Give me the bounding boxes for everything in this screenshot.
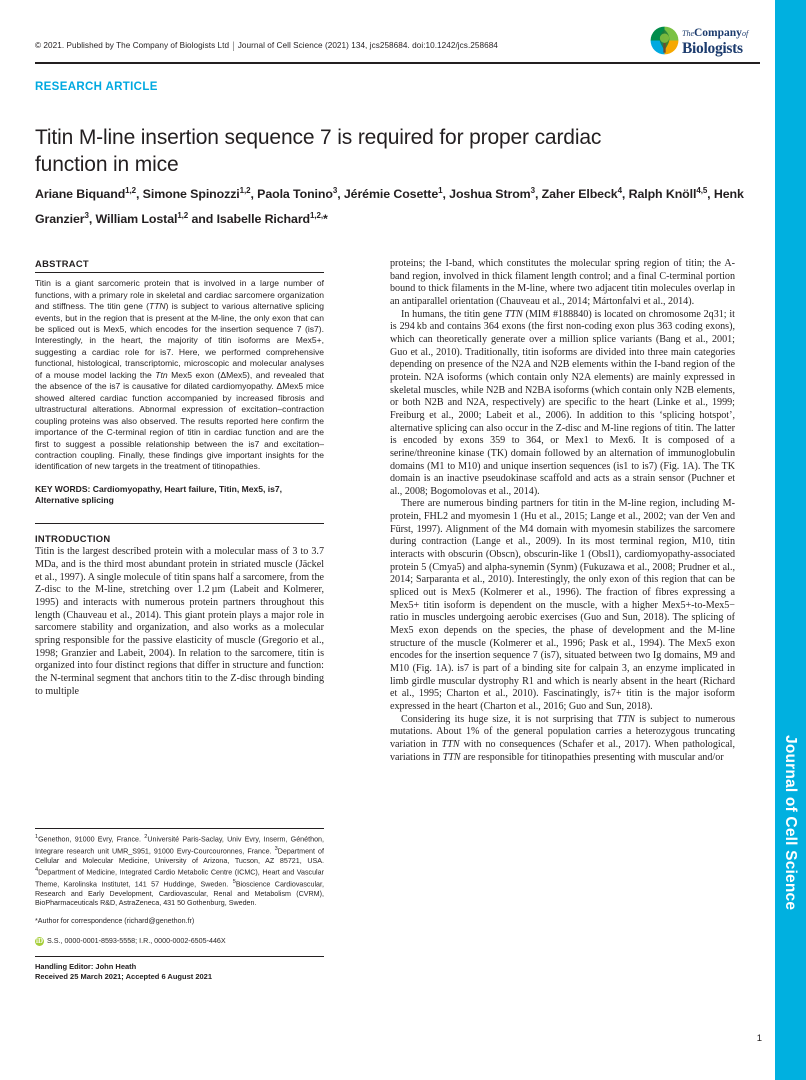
abstract-rule: [35, 272, 324, 273]
article-type-label: RESEARCH ARTICLE: [35, 81, 158, 93]
introduction-paragraph-1: Titin is the largest described protein with a molecular mass of 3 to 3.7 MDa, and is the third most abundant protein in striated muscle (Jäckel et al., 1997). A single molecule of titin spans half a sarcomere, from the Z-disc to the M-line, stretching over 1.2 µm (Labeit and Kolmerer, 1995) and interacts with numerous protein partners throughout this length (Chauveau et al., 2014). This giant protein plays a major role in sarcomere stability and organization, and also works as a molecular spring responsible for the passive elasticity of muscle (Gregorio et al., 1998; Granzier and Labeit, 2004). In relation to the sarcomere, titin is organized into four distinct regions that differ in structure and function: the N-terminal segment that anchors titin to the Z-disc through binding to multiple: [35, 546, 324, 697]
logo-the: The: [682, 29, 694, 38]
company-of-biologists-logo: [650, 24, 760, 58]
article-dates: Received 25 March 2021; Accepted 6 August 2021: [35, 972, 213, 982]
page-title: Titin M-line insertion sequence 7 is required for proper cardiac function in mice: [35, 126, 602, 177]
keywords-values: Cardiomyopathy, Heart failure, Titin, Mex5, is7, Alternative splicing: [35, 483, 282, 506]
footnotes-block: [35, 828, 324, 983]
orcid-line: [35, 936, 324, 947]
orcid-icon[interactable]: iD: [36, 936, 43, 945]
correspondence-line: *Author for correspondence (richard@genethon.fr): [35, 917, 195, 926]
masthead-separator: |: [232, 41, 235, 52]
affiliations: $^1$Genethon, 91000 Evry, France. $^2$Université Paris-Saclay, Univ Evry, Inserm, Généthon, Integrare research unit UMR_S951, 91000 Evry-Courcouronnes, France. $^3$Department of Cellular and Molecular Medicine, University of Arizona, Tucson, AZ 85721, USA. $^4$Department of Medicine, Integrated Cardio Metabolic Centre (ICMC), Heart and Vascular Theme, Karolinska Institutet, 141 57 Huddinge, Sweden. $^5$Bioscience Cardiovascular, Research and Early Development, Cardiovascular, Renal and Metabolism (CVRM), BioPharmaceuticals R&D, AstraZeneca, 431 50 Gothenburg, Sweden.: [35, 834, 325, 907]
logo-of: of: [741, 29, 749, 38]
abstract-text: Titin is a giant sarcomeric protein that is involved in a large number of functions, with a primary role in skeletal and cardiac sarcomere organization and stiffness. The titin gene (TTN) is subject to various alternative splicing events, but in the region that is present at the M-line, the only exon that can be spliced out is Mex5, which encodes for the insertion sequence 7 (is7). Interestingly, in the heart, the majority of titin isoforms are Mex5+, suggesting a cardiac role for is7. Here, we performed comprehensive functional, histological, transcriptomic, microscopic and molecular analyses of a mouse model lacking the Ttn Mex5 exon (ΔMex5), and revealed that the absence of the is7 is causative for dilated cardiomyopathy. ΔMex5 mice showed altered cardiac function accompanied by increased fibrosis and ultrastructural alterations. Abnormal expression of excitation–contraction coupling proteins was also observed. The results reported here confirm the importance of the C-terminal region of titin in cardiac function and are the first to suggest a possible relationship between the is7 and excitation–contraction coupling. Finally, these findings give important insights for the identification of new targets in the treatment of titinopathies.: [35, 278, 324, 472]
introduction-paragraph-4: Considering its huge size, it is not surprising that TTN is subject to numerous mutations. About 1% of the general population carries a heterozygous truncating variation in TTN with no consequences (Schafer et al., 2017). When pathological, variations in TTN are responsible for titinopathies presenting with muscular and/or: [390, 713, 736, 763]
right-column: [390, 258, 735, 764]
abstract-heading: ABSTRACT: [35, 258, 89, 269]
logo-company: Company: [694, 27, 742, 39]
citation-text: Journal of Cell Science (2021) 134, jcs258684. doi:10.1242/jcs.258684: [237, 41, 498, 50]
biologists-wordmark: [682, 24, 748, 57]
left-column: [35, 258, 324, 698]
masthead-text: [35, 40, 498, 51]
handling-editor: Handling Editor: John Heath: [35, 961, 137, 971]
orcid-ids: S.S., 0000-0001-8593-5558; I.R., 0000-0002-6505-446X: [47, 936, 226, 945]
journal-side-band-title: Journal of Cell Science: [782, 735, 799, 911]
masthead-rule: [35, 62, 760, 64]
logo-biologists: Biologists: [682, 40, 743, 57]
footnotes-rule: [35, 828, 324, 829]
copyright-text: © 2021. Published by The Company of Biologists Ltd: [35, 41, 230, 50]
page-number: 1: [756, 1033, 762, 1044]
introduction-paragraph-2: In humans, the titin gene TTN (MIM #188840) is located on chromosome 2q31; it is 294 kb and contains 364 exons (the first non-coding exon plus 363 coding exons), which can theoretically generate over a million splice variants (Bang et al., 2001; Guo et al., 2010). Traditionally, titin isoforms are divided into three main categories depending on presence of the N2A and N2B elements within the I-band region of the protein. N2A isoforms (which contain only N2A elements) are mainly expressed in skeletal muscles, while N2B and N2BA isoforms (which contain only N2B elements, or both N2B and N2A, respectively) are specific to the heart (Linke et al., 1999; Freiburg et al., 2000; Labeit et al., 2006). In addition to this ‘splicing hotspot’, alternative splicing can also occur in the Z-disc and M-line regions of titin. The latter is encoded by exons 359 to 364, or Mex1 to Mex6. It is composed of a serine/threonine kinase (TK) domain followed by an alternation of immunoglobulin domains (M1 to M10) and unique insertion sequences (is1 to is7) (Fig. 1A). The TK domain is an inactive pseudokinase scaffold and acts as a strain sensor (Puchner et al., 2008; Bogomolovas et al., 2014).: [390, 308, 735, 497]
editor-rule: [35, 956, 324, 957]
introduction-paragraph-1-cont: proteins; the I-band, which constitutes the molecular spring region of titin; the A-band region, involved in thick filament length control; and a final C-terminal portion bound to thick filaments in the M-line, where two adjacent titin molecules overlap in an antiparallel orientation (Chauveau et al., 2014; Mártonfalvi et al., 2014).: [390, 258, 735, 307]
introduction-paragraph-3: There are numerous binding partners for titin in the M-line region, including M-protein, FHL2 and myomesin 1 (Hu et al., 2015; Lange et al., 2002; van der Ven and Fürst, 1997). Alignment of the M4 domain with myomesin stabilizes the sarcomere during contraction (Lange et al., 2009). In its most terminal region, M10, titin interacts with obscurin (Obscn), obscurin-like 1 (Obsl1), cardiomyopathy-associated protein 5 (Cmya5) and alpha-synemin (Synm) (Fukuzawa et al., 2008; Prudner et al., 2014; Sarparanta et al., 2010). Interestingly, the only exon of this region that can be spliced out is Mex5 (Kolmerer et al., 1996). The fraction of fibres expressing a Mex5+ titin isoform is dependent on the muscle, with a higher Mex5+-to-Mex5− ratio in muscles undergoing aerobic exercises (Guo and Sun, 2018). The splicing of Mex5 exon depends on the species, the phase of development and the M-line structure of the muscle (Kolmerer et al., 1996; Pask et al., 1994). The Mex5 exon encodes for the insertion sequence 7 (is7), situated between two Ig domains, M9 and M10 (Fig. 1A). is7 is part of a binding site for calpain 3, an enzyme implicated in limb girdle muscular dystrophy R1 and which is nearly absent in the heart (Richard et al., 1995; Charton et al., 2010). Fascinatingly, is7+ titin is the major isoform expressed in the heart (Charton et al., 2016; Guo and Sun, 2018).: [390, 498, 735, 712]
keywords-line: [35, 484, 324, 507]
introduction-rule: [35, 523, 324, 525]
masthead: [35, 34, 735, 70]
author-list: Ariane Biquand$^{1,2}$, Simone Spinozzi$^{1,2}$, Paola Tonino$^3$, Jérémie Cosette$^1$, Joshua Strom$^3$, Zaher Elbeck$^4$, Ralph Knöll$^{4,5}$, Henk Granzier$^3$, William Lostal$^{1,2}$ and Isabelle Richard$^{1,2,}$*: [35, 186, 744, 227]
keywords-label: KEY WORDS:: [35, 483, 91, 494]
biologists-tree-icon: [650, 26, 679, 55]
journal-side-band: [775, 0, 806, 1080]
introduction-heading: INTRODUCTION: [35, 533, 111, 545]
